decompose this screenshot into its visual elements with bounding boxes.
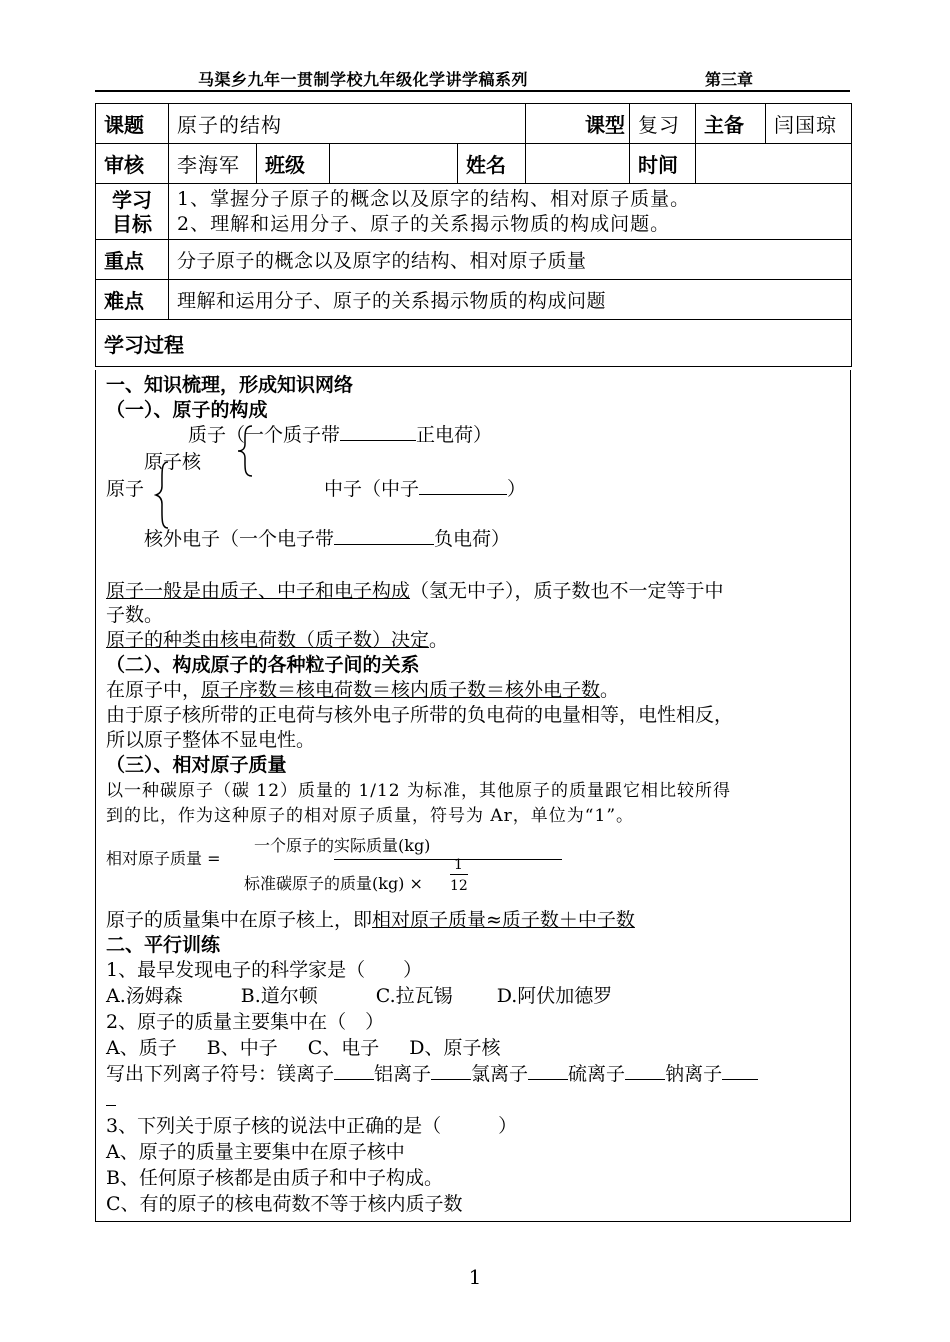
- para-relative-mass-2: 到的比，作为这种原子的相对原子质量，符号为 Ar，单位为“1”。: [106, 806, 635, 826]
- lead-label: 主备: [696, 104, 766, 144]
- name-field[interactable]: [526, 144, 630, 184]
- key-point-text: 分子原子的概念以及原字的结构、相对原子质量: [169, 240, 852, 280]
- para-charge-1: 由于原子核所带的正电荷与核外电子所带的负电荷的电量相等，电性相反，: [106, 704, 734, 726]
- ion-blank-wrap: [106, 1088, 116, 1112]
- question-3-option-c: C、有的原子的核电荷数不等于核内质子数: [106, 1193, 463, 1215]
- proton-line: 质子（一个质子带 正电荷）: [188, 424, 493, 446]
- question-3: 3、下列关于原子核的说法中正确的是（ ）: [106, 1115, 518, 1137]
- class-label: 班级: [257, 144, 330, 184]
- neutron-line: 中子（中子 ）: [324, 478, 527, 500]
- ion-symbols-line: 写出下列离子符号：镁离子 铝离子 氯离子 硫离子 钠离子: [106, 1062, 758, 1086]
- para-atom-type: 原子的种类由核电荷数（质子数）决定。: [106, 629, 449, 651]
- difficulty-label: 难点: [96, 280, 169, 320]
- question-3-option-a: A、原子的质量主要集中在原子核中: [106, 1141, 405, 1163]
- atom-brace-icon: [154, 460, 172, 530]
- nucleus-label: 原子核: [144, 451, 202, 473]
- formula-frac-num: 1: [454, 857, 463, 873]
- question-1: 1、最早发现电子的科学家是（ ）: [106, 959, 423, 981]
- header-chapter: 第三章: [705, 70, 754, 89]
- time-field[interactable]: [696, 144, 852, 184]
- formula-frac-bar: [450, 874, 468, 875]
- name-label: 姓名: [458, 144, 526, 184]
- question-2-options: A、质子 B、中子 C、电子 D、原子核: [106, 1037, 501, 1059]
- header-title: 马渠乡九年一贯制学校九年级化学讲学稿系列: [198, 70, 529, 89]
- header-rule: [95, 90, 850, 92]
- para-relation: 在原子中，原子序数＝核电荷数＝核内质子数＝核外电子数。: [106, 679, 620, 701]
- electron-line: 核外电子（一个电子带 负电荷）: [144, 528, 511, 550]
- para-composition: 原子一般是由质子、中子和电子构成（氢无中子），质子数也不一定等于中: [106, 580, 724, 602]
- goals-text: 1、掌握分子原子的概念以及原字的结构、相对原子质量。 2、理解和运用分子、原子的关系揭示物质的构成问题。: [169, 184, 852, 240]
- para-composition-cont: 子数。: [106, 604, 164, 626]
- question-2: 2、原子的质量主要集中在（ ）: [106, 1011, 385, 1033]
- formula-left: 相对原子质量 =: [106, 849, 221, 868]
- goals-label: 学习 目标: [96, 184, 169, 240]
- lead-value: 闫国琼: [766, 104, 852, 144]
- formula-denominator: 标准碳原子的质量(kg) ×: [244, 874, 423, 893]
- topic-label: 课题: [96, 104, 169, 144]
- para-relative-mass-1: 以一种碳原子（碳 12）质量的 1/12 为标准，其他原子的质量跟它相比较所得: [106, 781, 732, 801]
- page-number: 1: [468, 1265, 482, 1289]
- formula-fraction-bar: [334, 859, 562, 860]
- atom-label: 原子: [106, 478, 145, 500]
- formula-numerator: 一个原子的实际质量(kg): [254, 836, 431, 855]
- time-label: 时间: [630, 144, 696, 184]
- lesson-type-label: 课型: [526, 104, 630, 144]
- difficulty-text: 理解和运用分子、原子的关系揭示物质的构成问题: [169, 280, 852, 320]
- section1-title: 一、知识梳理，形成知识网络: [106, 374, 354, 396]
- lesson-type-value: 复习: [630, 104, 696, 144]
- section1-2-title: （二）、构成原子的各种粒子间的关系: [106, 654, 420, 676]
- study-process-body: [95, 370, 851, 1222]
- key-point-label: 重点: [96, 240, 169, 280]
- section1-1-title: （一）、原子的构成: [106, 399, 268, 421]
- section1-3-title: （三）、相对原子质量: [106, 754, 287, 776]
- process-label: 学习过程: [96, 320, 852, 367]
- para-charge-2: 所以原子整体不显电性。: [106, 729, 316, 751]
- para-mass-nucleus: 原子的质量集中在原子核上，即相对原子质量≈质子数＋中子数: [106, 909, 635, 931]
- lesson-info-table: [95, 103, 852, 367]
- question-1-options: A.汤姆森 B.道尔顿 C.拉瓦锡 D.阿伏加德罗: [106, 985, 613, 1007]
- reviewer-value: 李海军: [169, 144, 257, 184]
- nucleus-brace-icon: [236, 424, 256, 478]
- class-field[interactable]: [330, 144, 458, 184]
- formula-frac-den: 12: [450, 878, 468, 894]
- question-3-option-b: B、任何原子核都是由质子和中子构成。: [106, 1167, 443, 1189]
- section2-title: 二、平行训练: [106, 934, 221, 956]
- topic-value: 原子的结构: [169, 104, 526, 144]
- review-label: 审核: [96, 144, 169, 184]
